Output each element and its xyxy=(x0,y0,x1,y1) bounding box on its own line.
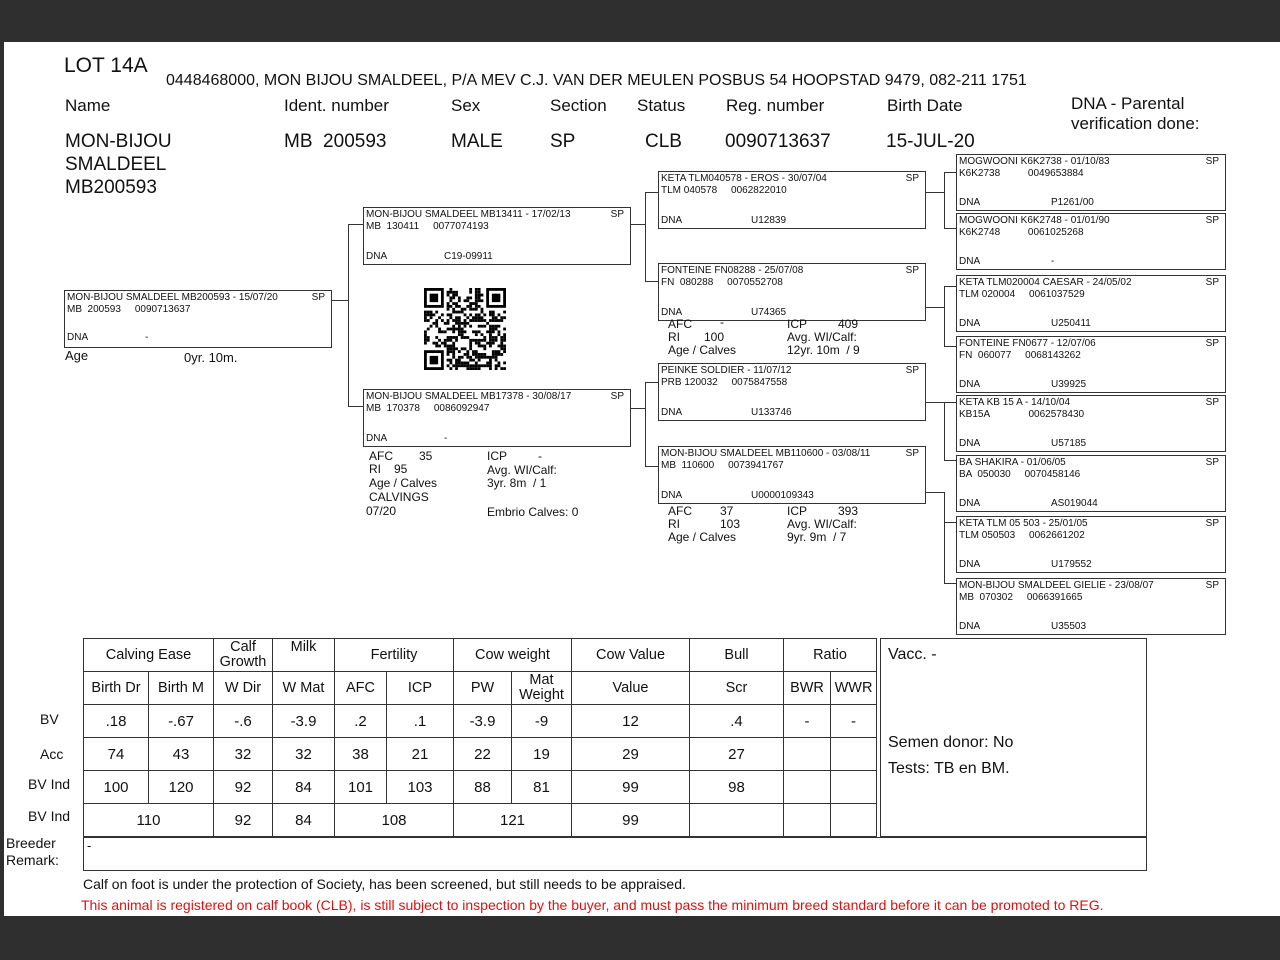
column-header-row xyxy=(84,672,877,705)
table-cell: 120 xyxy=(149,771,214,804)
table-cell: 100 xyxy=(84,771,149,804)
table-cell: 101 xyxy=(335,771,387,804)
table-cell: .4 xyxy=(690,705,784,738)
subject-dna-value: - xyxy=(145,332,149,343)
column-header: Birth M xyxy=(149,672,214,705)
table-cell xyxy=(784,738,831,771)
remark-text: - xyxy=(87,838,92,853)
lot-sheet xyxy=(4,42,1280,916)
subject-section: SP xyxy=(311,292,325,303)
column-header: W Mat xyxy=(273,672,335,705)
row-label-bvind: BV Ind xyxy=(28,776,71,792)
table-cell: 32 xyxy=(214,738,273,771)
dam-section: SP xyxy=(610,391,624,402)
gen3-dna-value: U39925 xyxy=(1051,379,1087,390)
qr-code xyxy=(422,288,508,370)
table-cell: 84 xyxy=(273,771,335,804)
group-bull: Bull xyxy=(690,639,784,672)
table-cell: -.6 xyxy=(214,705,273,738)
subject-ident-line: MB 200593 0090713637 xyxy=(67,304,191,315)
table-cell: 32 xyxy=(273,738,335,771)
row-label-bvind-2: BV Ind xyxy=(28,808,71,824)
column-header: W Dir xyxy=(214,672,273,705)
lot-number: LOT 14A xyxy=(64,54,148,77)
column-header: PW xyxy=(454,672,512,705)
gen3-dna-label: DNA xyxy=(959,197,981,208)
column-header: Mat Weight xyxy=(512,672,572,705)
dam-icp-label: ICP xyxy=(487,449,508,463)
table-cell: .2 xyxy=(335,705,387,738)
gen2-0-dna-value: U12839 xyxy=(751,215,787,226)
dam-dna-value: - xyxy=(444,433,448,444)
gen3-section: SP xyxy=(1205,156,1219,167)
gen3-section: SP xyxy=(1205,518,1219,529)
group-fertility: Fertility xyxy=(335,639,454,672)
animal-sex: MALE xyxy=(451,131,503,152)
animal-name-2: SMALDEEL xyxy=(65,154,167,175)
table-cell xyxy=(831,738,877,771)
animal-section: SP xyxy=(550,131,576,152)
table-cell: 108 xyxy=(335,804,454,837)
gen3-ident-line: K6K2738 0049653884 xyxy=(959,168,1084,179)
animal-reg: 0090713637 xyxy=(725,131,831,152)
table-cell xyxy=(831,804,877,837)
table-cell: 99 xyxy=(572,771,690,804)
table-cell: 27 xyxy=(690,738,784,771)
row-label-acc: Acc xyxy=(40,746,64,762)
header-sex: Sex xyxy=(451,96,481,115)
dam-dna-label: DNA xyxy=(366,433,388,444)
dam-ri-label: RI xyxy=(369,462,381,476)
gd2-afc-label: AFC xyxy=(668,504,692,518)
gen3-dna-value: U57185 xyxy=(1051,438,1087,449)
table-cell: 81 xyxy=(512,771,572,804)
table-cell: 38 xyxy=(335,738,387,771)
gen3-dna-label: DNA xyxy=(959,256,981,267)
gen3-box xyxy=(956,516,1226,573)
grandsire-maternal-box xyxy=(658,363,926,421)
table-row-acc xyxy=(84,738,877,771)
footer-warning: This animal is registered on calf book (CLB), is still subject to inspection by the buyer, and must pass the minimum breed standard before it can be promoted to REG. xyxy=(81,897,1104,913)
column-header: Value xyxy=(572,672,690,705)
gen3-section: SP xyxy=(1205,215,1219,226)
gen3-section: SP xyxy=(1205,397,1219,408)
group-cow-weight: Cow weight xyxy=(454,639,572,672)
header-dna-2: verification done: xyxy=(1071,114,1200,133)
animal-status: CLB xyxy=(645,131,682,152)
gd2-avg-label: Avg. WI/Calf: xyxy=(787,517,857,531)
column-header: Birth Dr xyxy=(84,672,149,705)
gen3-ident-line: TLM 020004 0061037529 xyxy=(959,289,1085,300)
gd2-icp-value: 393 xyxy=(838,504,859,518)
sire-box xyxy=(363,207,631,265)
gen3-name: FONTEINE FN0677 - 12/07/06 xyxy=(959,338,1096,349)
table-cell: 92 xyxy=(214,804,273,837)
age-value: 0yr. 10m. xyxy=(184,350,238,365)
gen2-1-ident-line: FN 080288 0070552708 xyxy=(661,277,783,288)
dam-calvings-label: CALVINGS xyxy=(369,490,429,504)
gen2-0-name: KETA TLM040578 - EROS - 30/07/04 xyxy=(661,173,827,184)
gd1-afc-label: AFC xyxy=(668,317,692,331)
gen2-1-dna-value: U74365 xyxy=(751,307,787,318)
dam-age-calves-label: Age / Calves xyxy=(369,476,438,490)
sire-name: MON-BIJOU SMALDEEL MB13411 - 17/02/13 xyxy=(366,209,571,220)
gen3-section: SP xyxy=(1205,338,1219,349)
table-cell: 121 xyxy=(454,804,572,837)
column-header: AFC xyxy=(335,672,387,705)
gen2-2-name: PEINKE SOLDIER - 11/07/12 xyxy=(661,365,792,376)
header-dna-1: DNA - Parental xyxy=(1071,94,1185,113)
table-cell: .1 xyxy=(387,705,454,738)
gen2-2-dna-value: U133746 xyxy=(751,407,792,418)
column-header: BWR xyxy=(784,672,831,705)
gen2-2-ident-line: PRB 120032 0075847558 xyxy=(661,377,788,388)
dam-calvings-value: 07/20 xyxy=(366,504,397,518)
gen3-dna-label: DNA xyxy=(959,318,981,329)
gd1-age-calves-label: Age / Calves xyxy=(668,343,737,357)
group-cow-value: Cow Value xyxy=(572,639,690,672)
sire-ident-line: MB 130411 0077074193 xyxy=(366,221,489,232)
table-cell: 88 xyxy=(454,771,512,804)
gen3-dna-value: U179552 xyxy=(1051,559,1092,570)
table-cell: 98 xyxy=(690,771,784,804)
table-cell: 21 xyxy=(387,738,454,771)
gd1-avg-label: Avg. WI/Calf: xyxy=(787,330,857,344)
dam-age-calves-value: 3yr. 8m / 1 xyxy=(487,476,547,490)
gen2-0-ident-line: TLM 040578 0062822010 xyxy=(661,185,787,196)
table-cell: 92 xyxy=(214,771,273,804)
dam-icp-value: - xyxy=(538,449,542,463)
granddam-paternal-box xyxy=(658,263,926,321)
gen3-box xyxy=(956,213,1226,270)
header-name: Name xyxy=(65,96,111,115)
vaccination-panel xyxy=(880,638,1147,837)
dam-afc-value: 35 xyxy=(419,449,433,463)
group-header-row xyxy=(84,639,877,672)
table-cell: 110 xyxy=(84,804,214,837)
column-header: WWR xyxy=(831,672,877,705)
gen2-3-ident-line: MB 110600 0073941767 xyxy=(661,460,784,471)
gen3-ident-line: KB15A 0062578430 xyxy=(959,409,1085,420)
gen3-dna-label: DNA xyxy=(959,559,981,570)
gen3-dna-label: DNA xyxy=(959,498,981,509)
subject-dna-label: DNA xyxy=(67,332,89,343)
gen3-section: SP xyxy=(1205,457,1219,468)
animal-name-1: MON-BIJOU xyxy=(65,131,172,152)
gd2-afc-value: 37 xyxy=(720,504,734,518)
gen3-name: KETA KB 15 A - 14/10/04 xyxy=(959,397,1071,408)
dam-name: MON-BIJOU SMALDEEL MB17378 - 30/08/17 xyxy=(366,391,572,402)
table-row-bvind-2 xyxy=(84,804,877,837)
breeder-remark-box xyxy=(83,837,1147,871)
group-ratio: Ratio xyxy=(784,639,877,672)
animal-name-3: MB200593 xyxy=(65,177,157,198)
gen3-ident-line: MB 070302 0066391665 xyxy=(959,592,1083,603)
table-cell: 29 xyxy=(572,738,690,771)
granddam-maternal-box xyxy=(658,446,926,504)
gd2-ri-label: RI xyxy=(668,517,680,531)
table-row-bv xyxy=(84,705,877,738)
dam-afc-label: AFC xyxy=(369,449,393,463)
gd1-afc-value: - xyxy=(720,315,724,329)
gd2-ri-value: 103 xyxy=(720,517,741,531)
animal-birth: 15-JUL-20 xyxy=(886,131,975,152)
table-cell: 74 xyxy=(84,738,149,771)
breeder-label: Breeder xyxy=(6,835,56,851)
gen3-ident-line: FN 060077 0068143262 xyxy=(959,350,1081,361)
gen3-dna-label: DNA xyxy=(959,438,981,449)
table-cell: - xyxy=(784,705,831,738)
gen3-dna-value: AS019044 xyxy=(1051,498,1098,509)
table-cell: -3.9 xyxy=(273,705,335,738)
vacc-text: Vacc. - xyxy=(888,646,937,663)
header-section: Section xyxy=(550,96,607,115)
gd2-age-calves-label: Age / Calves xyxy=(668,530,737,544)
gen2-1-dna-label: DNA xyxy=(661,307,683,318)
gen3-dna-value: P1261/00 xyxy=(1051,197,1094,208)
gen3-box xyxy=(956,578,1226,635)
gen3-dna-label: DNA xyxy=(959,621,981,632)
remark-label: Remark: xyxy=(6,852,59,868)
table-cell: -.67 xyxy=(149,705,214,738)
grandsire-paternal-box xyxy=(658,171,926,229)
table-cell: -3.9 xyxy=(454,705,512,738)
gen2-1-name: FONTEINE FN08288 - 25/07/08 xyxy=(661,265,804,276)
gen3-dna-value: U250411 xyxy=(1051,318,1091,329)
gen3-ident-line: TLM 050503 0062661202 xyxy=(959,530,1085,541)
animal-ident: MB 200593 xyxy=(284,131,387,152)
table-cell: -9 xyxy=(512,705,572,738)
group-calving-ease: Calving Ease xyxy=(84,639,214,672)
table-cell: 12 xyxy=(572,705,690,738)
owner-line: 0448468000, MON BIJOU SMALDEEL, P/A MEV C.J. VAN DER MEULEN POSBUS 54 HOOPSTAD 9479, 082-211 1751 xyxy=(166,72,1027,89)
table-cell xyxy=(690,804,784,837)
table-cell: 43 xyxy=(149,738,214,771)
gen3-section: SP xyxy=(1205,277,1219,288)
dam-ri-value: 95 xyxy=(394,462,408,476)
gd1-ri-value: 100 xyxy=(704,330,725,344)
subject-pedigree-box xyxy=(64,290,332,348)
table-cell: 103 xyxy=(387,771,454,804)
gen3-name: MOGWOONI K6K2738 - 01/10/83 xyxy=(959,156,1110,167)
table-cell: .18 xyxy=(84,705,149,738)
gen2-0-dna-label: DNA xyxy=(661,215,683,226)
gen3-box xyxy=(956,275,1226,332)
table-cell xyxy=(831,771,877,804)
header-reg: Reg. number xyxy=(726,96,825,115)
column-header: Scr xyxy=(690,672,784,705)
gen2-3-dna-label: DNA xyxy=(661,490,683,501)
table-cell xyxy=(784,804,831,837)
breeding-values-table xyxy=(83,638,877,837)
header-ident: Ident. number xyxy=(284,96,389,115)
table-cell xyxy=(784,771,831,804)
age-label: Age xyxy=(65,348,89,363)
gen3-box xyxy=(956,395,1226,452)
table-cell: 19 xyxy=(512,738,572,771)
gen3-dna-value: U35503 xyxy=(1051,621,1087,632)
sire-section: SP xyxy=(610,209,624,220)
dam-embrio: Embrio Calves: 0 xyxy=(487,505,579,519)
gen2-2-dna-label: DNA xyxy=(661,407,683,418)
gen2-3-section: SP xyxy=(905,448,919,459)
gd1-icp-value: 409 xyxy=(838,317,859,331)
footer-note: Calf on foot is under the protection of Society, has been screened, but still needs to be appraised. xyxy=(83,876,686,892)
gen3-box xyxy=(956,154,1226,211)
gen2-0-section: SP xyxy=(905,173,919,184)
gen2-3-dna-value: U0000109343 xyxy=(751,490,814,501)
table-cell: 99 xyxy=(572,804,690,837)
gen3-name: MON-BIJOU SMALDEEL GIELIE - 23/08/07 xyxy=(959,580,1154,591)
gen3-dna-label: DNA xyxy=(959,379,981,390)
gd1-ri-label: RI xyxy=(668,330,680,344)
sire-dna-label: DNA xyxy=(366,251,388,262)
gen3-name: KETA TLM020004 CAESAR - 24/05/02 xyxy=(959,277,1132,288)
tests-text: Tests: TB en BM. xyxy=(888,760,1010,777)
gen2-1-section: SP xyxy=(905,265,919,276)
group-calf-growth: Calf Growth xyxy=(214,639,273,672)
semen-donor: Semen donor: No xyxy=(888,734,1014,751)
gd2-icp-label: ICP xyxy=(787,504,808,518)
gen3-section: SP xyxy=(1205,580,1219,591)
column-header: ICP xyxy=(387,672,454,705)
gd1-icp-label: ICP xyxy=(787,317,808,331)
gd2-age-calves-value: 9yr. 9m / 7 xyxy=(787,530,847,544)
table-row-bvind xyxy=(84,771,877,804)
gen3-ident-line: BA 050030 0070458146 xyxy=(959,469,1081,480)
header-status: Status xyxy=(637,96,686,115)
gen3-name: MOGWOONI K6K2748 - 01/01/90 xyxy=(959,215,1110,226)
gen2-2-section: SP xyxy=(905,365,919,376)
gen3-box xyxy=(956,336,1226,393)
subject-name: MON-BIJOU SMALDEEL MB200593 - 15/07/20 xyxy=(67,292,278,303)
header-birth: Birth Date xyxy=(887,96,963,115)
dam-ident-line: MB 170378 0086092947 xyxy=(366,403,490,414)
gen3-ident-line: K6K2748 0061025268 xyxy=(959,227,1084,238)
group-milk: Milk xyxy=(273,639,335,672)
table-cell: 84 xyxy=(273,804,335,837)
row-label-bv: BV xyxy=(40,711,59,727)
gd1-age-calves-value: 12yr. 10m / 9 xyxy=(787,343,860,357)
table-cell: - xyxy=(831,705,877,738)
gen2-3-name: MON-BIJOU SMALDEEL MB110600 - 03/08/11 xyxy=(661,448,871,459)
dam-box xyxy=(363,389,631,447)
gen3-box xyxy=(956,455,1226,512)
gen3-name: BA SHAKIRA - 01/06/05 xyxy=(959,457,1066,468)
sire-dna-value: C19-09911 xyxy=(444,251,493,262)
gen3-name: KETA TLM 05 503 - 25/01/05 xyxy=(959,518,1088,529)
table-cell: 22 xyxy=(454,738,512,771)
dam-avg-label: Avg. WI/Calf: xyxy=(487,463,557,477)
gen3-dna-value: - xyxy=(1051,256,1055,267)
